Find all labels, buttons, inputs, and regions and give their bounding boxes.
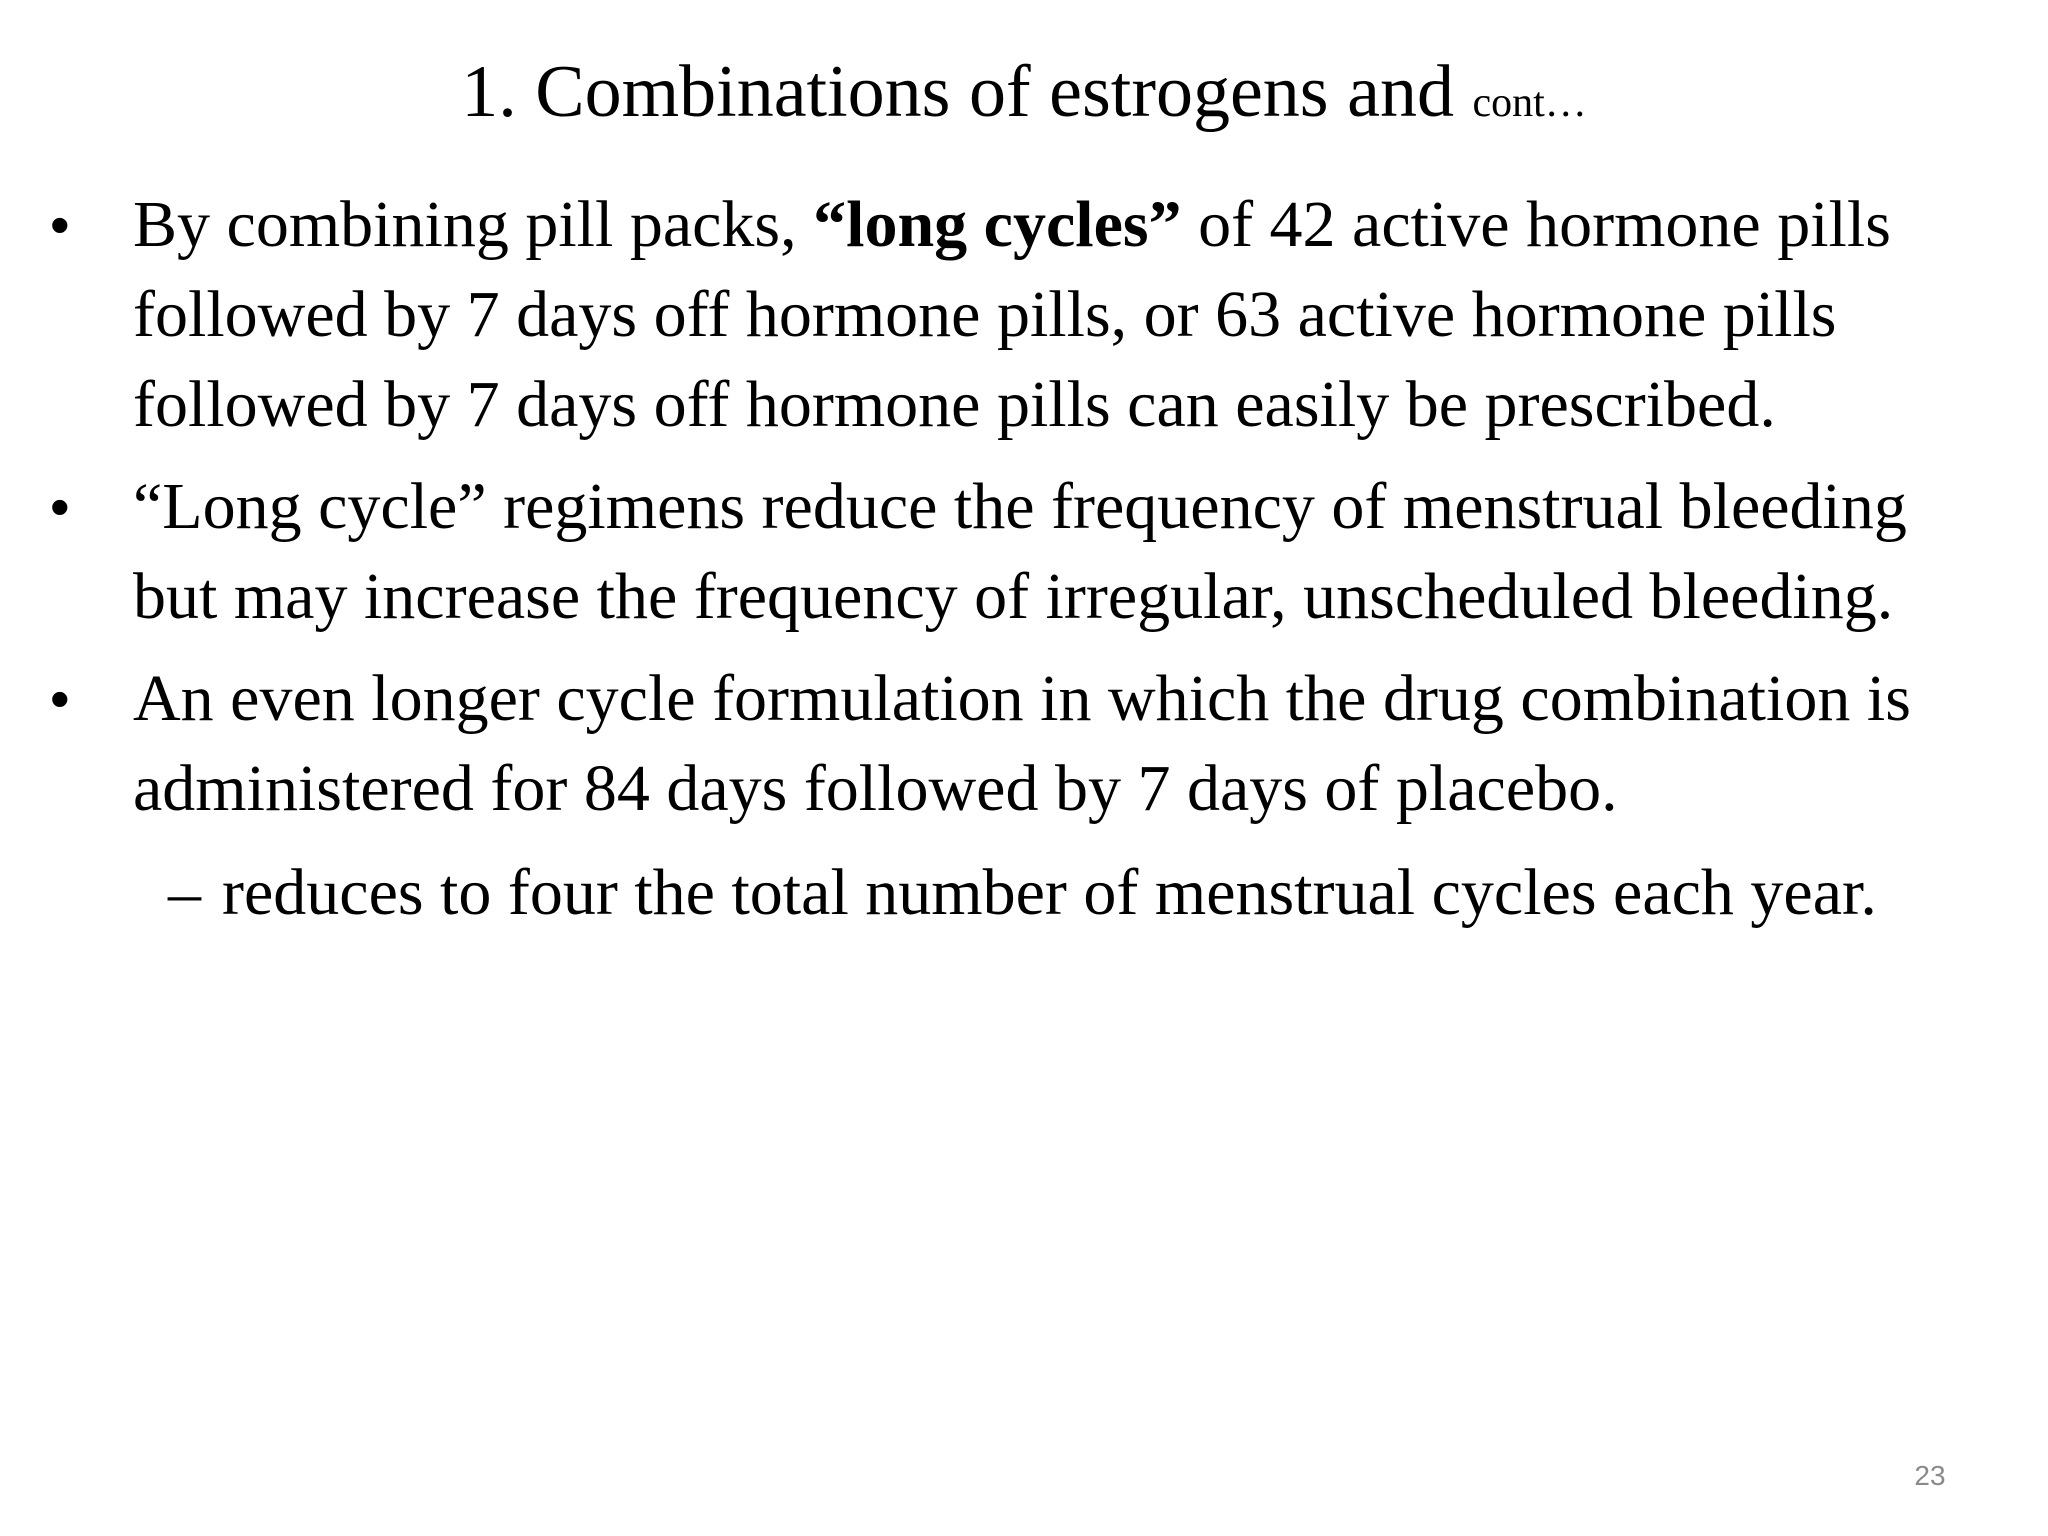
bullet-item [0, 180, 2048, 450]
bullet-item [0, 462, 2048, 642]
slide-title [0, 44, 2048, 151]
sub-bullet-text: reduces to four the total number of menstrual cycles each year. [222, 856, 1877, 929]
bullet-text [133, 180, 2003, 450]
bullet-marker: • [50, 193, 70, 256]
bullet-text: An even longer cycle formulation in which the drug combination is administered for 84 days followed by 7 days of placebo. [133, 662, 1911, 825]
title-main: 1. Combinations of estrogens and [461, 51, 1473, 133]
bullet-text: “Long cycle” regimens reduce the frequency of menstrual bleeding but may increase the frequency of irregular, unscheduled bleeding. [133, 470, 1907, 633]
bullet-marker: • [50, 475, 70, 538]
title-cont: cont… [1472, 80, 1587, 126]
page-number: 23 [1914, 1460, 1946, 1491]
bullet-item [0, 654, 2048, 834]
bullet-text-part: of 42 active hormone pills followed by 7 days off hormone pills, or 63 active hormone pills followed by 7 days off hormone pills can easily be prescribed. [133, 188, 1891, 441]
sub-bullet-marker: – [168, 856, 201, 929]
bullet-marker: • [50, 667, 70, 730]
sub-bullet-item [0, 848, 2048, 938]
bullet-text-emphasis: “long cycles” [813, 188, 1182, 261]
slide-body [0, 180, 2048, 938]
bullet-text-part: By combining pill packs, [133, 188, 814, 261]
